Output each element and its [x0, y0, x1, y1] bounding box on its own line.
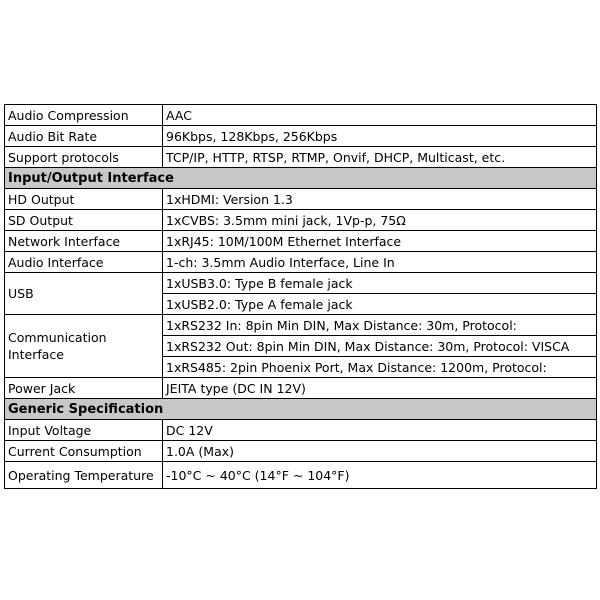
- spec-value: 96Kbps, 128Kbps, 256Kbps: [163, 126, 597, 147]
- table-row: [5, 441, 597, 462]
- spec-value: AAC: [163, 105, 597, 126]
- spec-value: 1xRS232 In: 8pin Min DIN, Max Distance: 30m, Protocol:: [163, 315, 597, 336]
- table-row: [5, 273, 597, 294]
- table-row: [5, 231, 597, 252]
- table-row: [5, 126, 597, 147]
- spec-label: Audio Bit Rate: [5, 126, 163, 147]
- section-header-generic: [5, 399, 597, 420]
- spec-value: 1xRS232 Out: 8pin Min DIN, Max Distance: 30m, Protocol: VISCA: [163, 336, 597, 357]
- spec-label: Current Consumption: [5, 441, 163, 462]
- spec-label: Operating Temperature: [5, 462, 163, 489]
- section-title: Input/Output Interface: [5, 168, 597, 189]
- table-row: [5, 147, 597, 168]
- table-row: [5, 252, 597, 273]
- spec-label: Audio Compression: [5, 105, 163, 126]
- table-row: [5, 105, 597, 126]
- spec-value: DC 12V: [163, 420, 597, 441]
- spec-label: Input Voltage: [5, 420, 163, 441]
- spec-label: HD Output: [5, 189, 163, 210]
- section-title: Generic Specification: [5, 399, 597, 420]
- spec-value: 1xUSB2.0: Type A female jack: [163, 294, 597, 315]
- spec-value: 1xUSB3.0: Type B female jack: [163, 273, 597, 294]
- spec-value: 1xCVBS: 3.5mm mini jack, 1Vp-p, 75Ω: [163, 210, 597, 231]
- table-row: [5, 189, 597, 210]
- spec-value: TCP/IP, HTTP, RTSP, RTMP, Onvif, DHCP, Multicast, etc.: [163, 147, 597, 168]
- table-row: [5, 462, 597, 489]
- table-row: [5, 210, 597, 231]
- table-row: [5, 378, 597, 399]
- spec-label: Communication Interface: [5, 315, 163, 378]
- spec-label: Network Interface: [5, 231, 163, 252]
- spec-label: Power Jack: [5, 378, 163, 399]
- spec-value: JEITA type (DC IN 12V): [163, 378, 597, 399]
- table-row: [5, 420, 597, 441]
- spec-value: 1xRS485: 2pin Phoenix Port, Max Distance: 1200m, Protocol:: [163, 357, 597, 378]
- spec-table: [4, 104, 597, 489]
- table-row: [5, 315, 597, 336]
- section-header-io: [5, 168, 597, 189]
- spec-label: USB: [5, 273, 163, 315]
- spec-value: 1-ch: 3.5mm Audio Interface, Line In: [163, 252, 597, 273]
- spec-value: -10°C ~ 40°C (14°F ~ 104°F): [163, 462, 597, 489]
- spec-label: Audio Interface: [5, 252, 163, 273]
- spec-value: 1xHDMI: Version 1.3: [163, 189, 597, 210]
- spec-value: 1.0A (Max): [163, 441, 597, 462]
- spec-label: Support protocols: [5, 147, 163, 168]
- spec-value: 1xRJ45: 10M/100M Ethernet Interface: [163, 231, 597, 252]
- spec-label: SD Output: [5, 210, 163, 231]
